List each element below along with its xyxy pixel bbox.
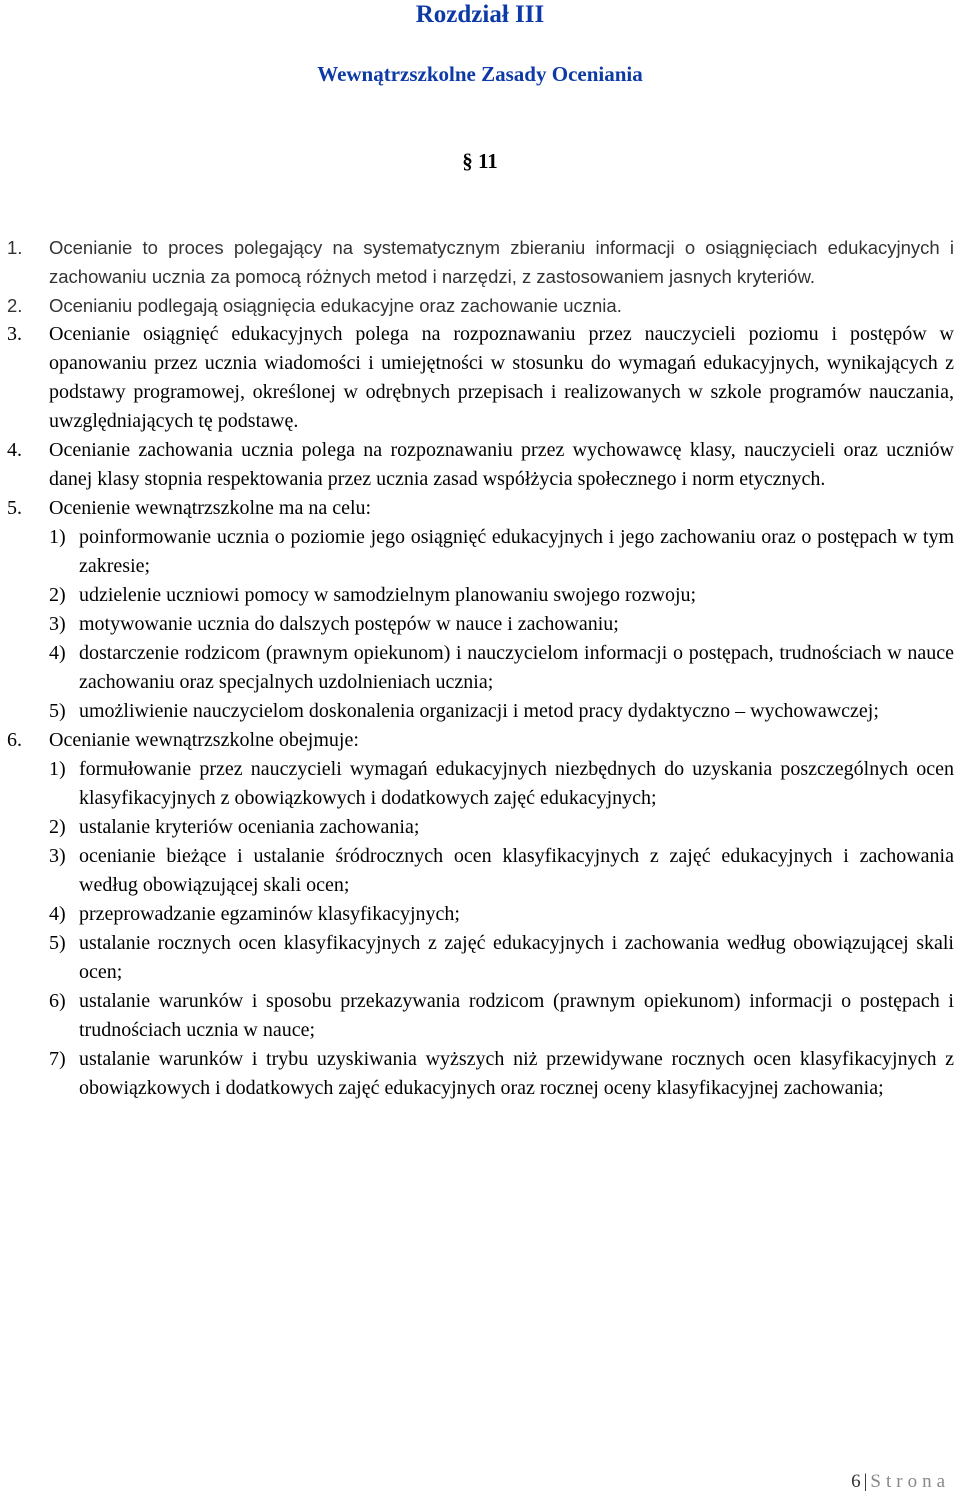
sub-item-6-4: [0, 900, 960, 929]
sub-item-text: udzielenie uczniowi pomocy w samodzielnym planowaniu swojego rozwoju;: [79, 584, 697, 606]
page-number: 6: [851, 1471, 861, 1492]
sub-item-6-1: [0, 755, 960, 813]
list-item-5: [0, 494, 960, 523]
sub-item-number: 1): [49, 526, 66, 548]
sub-item-text: ustalanie warunków i sposobu przekazywania rodzicom (prawnym opiekunom) informacji o postępach i trudnościach ucznia w nauce;: [79, 990, 954, 1041]
sub-item-number: 4): [49, 642, 66, 664]
sub-item-text: poinformowanie ucznia o poziomie jego osiągnięć edukacyjnych i jego zachowaniu oraz o postępach w tym zakresie;: [79, 526, 954, 577]
sub-item-5-4: [0, 639, 960, 697]
sub-item-6-3: [0, 842, 960, 900]
chapter-heading: Rozdział III: [415, 1, 545, 28]
sub-item-number: 5): [49, 700, 66, 722]
sub-item-number: 3): [49, 613, 66, 635]
sub-item-text: motywowanie ucznia do dalszych postępów w nauce i zachowaniu;: [79, 613, 619, 635]
sub-item-5-2: [0, 581, 960, 610]
sub-item-text: ustalanie kryteriów oceniania zachowania;: [79, 816, 420, 838]
item-text: Ocenianiu podlegają osiągnięcia edukacyjne oraz zachowanie ucznia.: [49, 295, 622, 316]
sub-item-number: 2): [49, 816, 66, 838]
list-item-3: [0, 320, 960, 436]
item-text: Ocenianie to proces polegający na systematycznym zbieraniu informacji o osiągnięciach edukacyjnych i zachowaniu ucznia za pomocą różnych metod i narzędzi, z zastosowaniem jasnych kryteriów.: [49, 237, 954, 287]
sub-item-5-5: [0, 697, 960, 726]
sub-item-text: formułowanie przez nauczycieli wymagań edukacyjnych niezbędnych do uzyskania poszczególnych ocen klasyfikacyjnych z obowiązkowych i dodatkowych zajęć edukacyjnych;: [79, 758, 954, 809]
sub-item-6-5: [0, 929, 960, 987]
sub-item-text: umożliwienie nauczycielom doskonalenia organizacji i metod pracy dydaktyczno – wychowawczej;: [79, 700, 879, 722]
list-item-4: [0, 436, 960, 494]
list-item-2: [0, 291, 960, 320]
page-label: Strona: [870, 1471, 950, 1492]
sub-item-number: 6): [49, 990, 66, 1012]
page-footer: [851, 1471, 950, 1493]
section-number: § 11: [462, 149, 498, 173]
sub-item-number: 2): [49, 584, 66, 606]
item-number: 1.: [7, 237, 23, 258]
sub-item-6-6: [0, 987, 960, 1045]
item-number: 2.: [7, 295, 23, 316]
item-number: 4.: [7, 439, 22, 461]
item-text: Ocenianie wewnątrzszkolne obejmuje:: [49, 729, 359, 751]
list-item-1: [0, 233, 960, 291]
sub-item-number: 3): [49, 845, 66, 867]
item-number: 3.: [7, 323, 22, 345]
item-text: Ocenianie osiągnięć edukacyjnych polega na rozpoznawaniu przez nauczycieli poziomu i postępów w opanowaniu przez ucznia wiadomości i umiejętności w stosunku do wymagań edukacyjnych, wynikających z podstawy programowej, określonej w odrębnych przepisach i realizowanych w szkole programów nauczania, uwzględniających tę podstawę.: [49, 323, 954, 432]
sub-item-text: przeprowadzanie egzaminów klasyfikacyjnych;: [79, 903, 460, 925]
sub-item-number: 5): [49, 932, 66, 954]
sub-item-6-2: [0, 813, 960, 842]
sub-item-5-3: [0, 610, 960, 639]
item-text: Ocenianie zachowania ucznia polega na rozpoznawaniu przez wychowawcę klasy, nauczycieli oraz uczniów danej klasy stopnia respektowania przez ucznia zasad współżycia społecznego i norm etycznych.: [49, 439, 954, 490]
document-body: [0, 233, 960, 1103]
sub-item-5-1: [0, 523, 960, 581]
sub-item-text: ustalanie warunków i trybu uzyskiwania wyższych niż przewidywane rocznych ocen klasyfikacyjnych z obowiązkowych i dodatkowych zajęć edukacyjnych oraz rocznej oceny klasyfikacyjnej zachowania;: [79, 1048, 954, 1099]
sub-item-6-7: [0, 1045, 960, 1103]
item-number: 5.: [7, 497, 22, 519]
sub-item-number: 1): [49, 758, 66, 780]
footer-separator: |: [863, 1471, 868, 1492]
sub-item-text: dostarczenie rodzicom (prawnym opiekunom) i nauczycielom informacji o postępach, trudnościach w nauce zachowaniu oraz specjalnych uzdolnieniach ucznia;: [79, 642, 954, 693]
sub-item-number: 7): [49, 1048, 66, 1070]
item-number: 6.: [7, 729, 22, 751]
item-text: Ocenienie wewnątrzszkolne ma na celu:: [49, 497, 372, 519]
document-title: Wewnątrzszkolne Zasady Oceniania: [317, 62, 643, 86]
list-item-6: [0, 726, 960, 755]
sub-item-text: ustalanie rocznych ocen klasyfikacyjnych z zajęć edukacyjnych i zachowania według obowiązującej skali ocen;: [79, 932, 954, 983]
sub-item-text: ocenianie bieżące i ustalanie śródrocznych ocen klasyfikacyjnych z zajęć edukacyjnych i zachowania według obowiązującej skali ocen;: [79, 845, 954, 896]
sub-item-number: 4): [49, 903, 66, 925]
